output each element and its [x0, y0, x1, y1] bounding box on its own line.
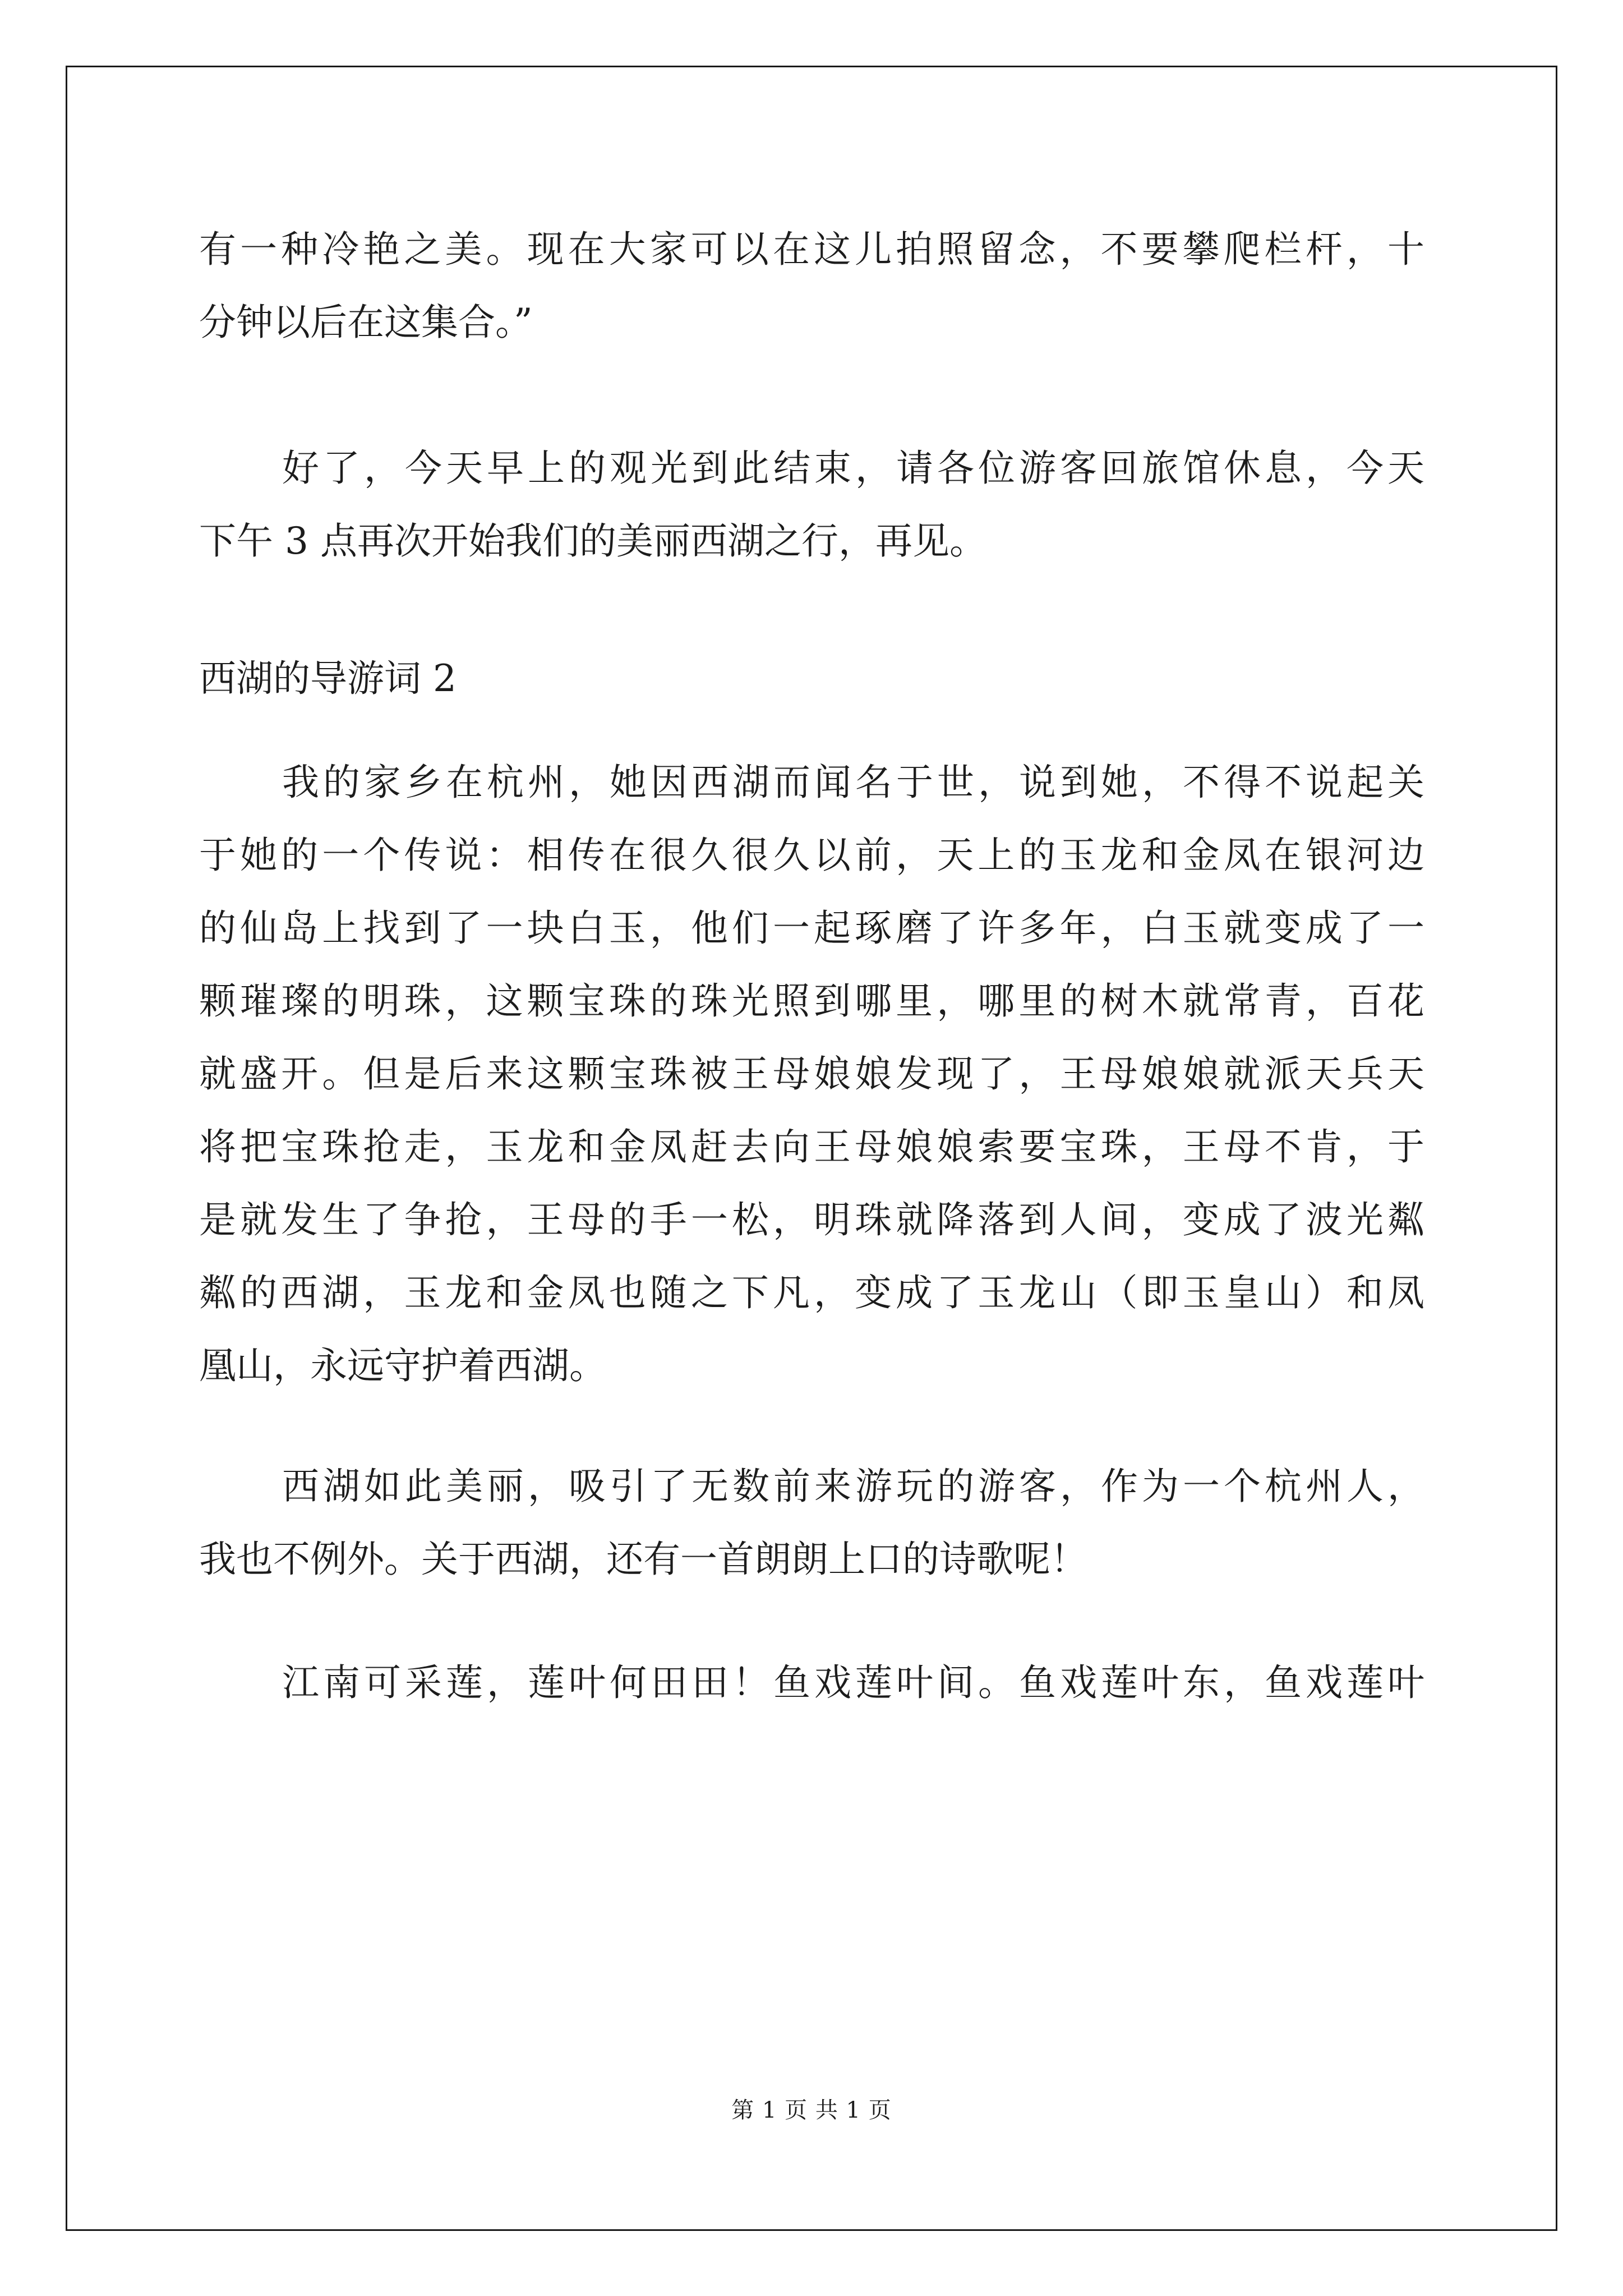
paragraph-first-line: 西湖如此美丽，吸引了无数前来游玩的游客，作为一个杭州人， [282, 1465, 1424, 1508]
text-line: 下午 3 点再次开始我们的美丽西湖之行，再见。 [199, 519, 986, 563]
text-line: 于她的一个传说：相传在很久很久以前，天上的玉龙和金凤在银河边 [199, 834, 1424, 877]
text-line: 颗璀璨的明珠，这颗宝珠的珠光照到哪里，哪里的树木就常青，百花 [199, 979, 1424, 1023]
text-line: 凰山，永远守护着西湖。 [199, 1344, 606, 1387]
text-line: 是就发生了争抢，王母的手一松，明珠就降落到人间，变成了波光粼 [199, 1198, 1424, 1241]
text-line: 的仙岛上找到了一块白玉，他们一起琢磨了许多年，白玉就变成了一 [199, 907, 1424, 950]
section-heading: 西湖的导游词 2 [199, 657, 457, 700]
paragraph-first-line: 好了，今天早上的观光到此结束，请各位游客回旅馆休息，今天 [282, 447, 1424, 490]
text-line: 粼的西湖，玉龙和金凤也随之下凡，变成了玉龙山（即玉皇山）和凤 [199, 1271, 1424, 1314]
paragraph-first-line: 我的家乡在杭州，她因西湖而闻名于世，说到她，不得不说起关 [282, 761, 1424, 804]
text-line: 分钟以后在这集合。” [199, 301, 533, 344]
page-number-footer: 第 1 页 共 1 页 [731, 2097, 892, 2123]
text-line: 就盛开。但是后来这颗宝珠被王母娘娘发现了，王母娘娘就派天兵天 [199, 1052, 1424, 1096]
paragraph-first-line: 江南可采莲，莲叶何田田！鱼戏莲叶间。鱼戏莲叶东，鱼戏莲叶 [282, 1661, 1424, 1704]
text-line: 将把宝珠抢走，玉龙和金凤赶去向王母娘娘索要宝珠，王母不肯，于 [199, 1125, 1424, 1168]
text-line: 有一种冷艳之美。现在大家可以在这儿拍照留念，不要攀爬栏杆，十 [199, 228, 1424, 271]
text-line: 我也不例外。关于西湖，还有一首朗朗上口的诗歌呢！ [199, 1538, 1087, 1581]
